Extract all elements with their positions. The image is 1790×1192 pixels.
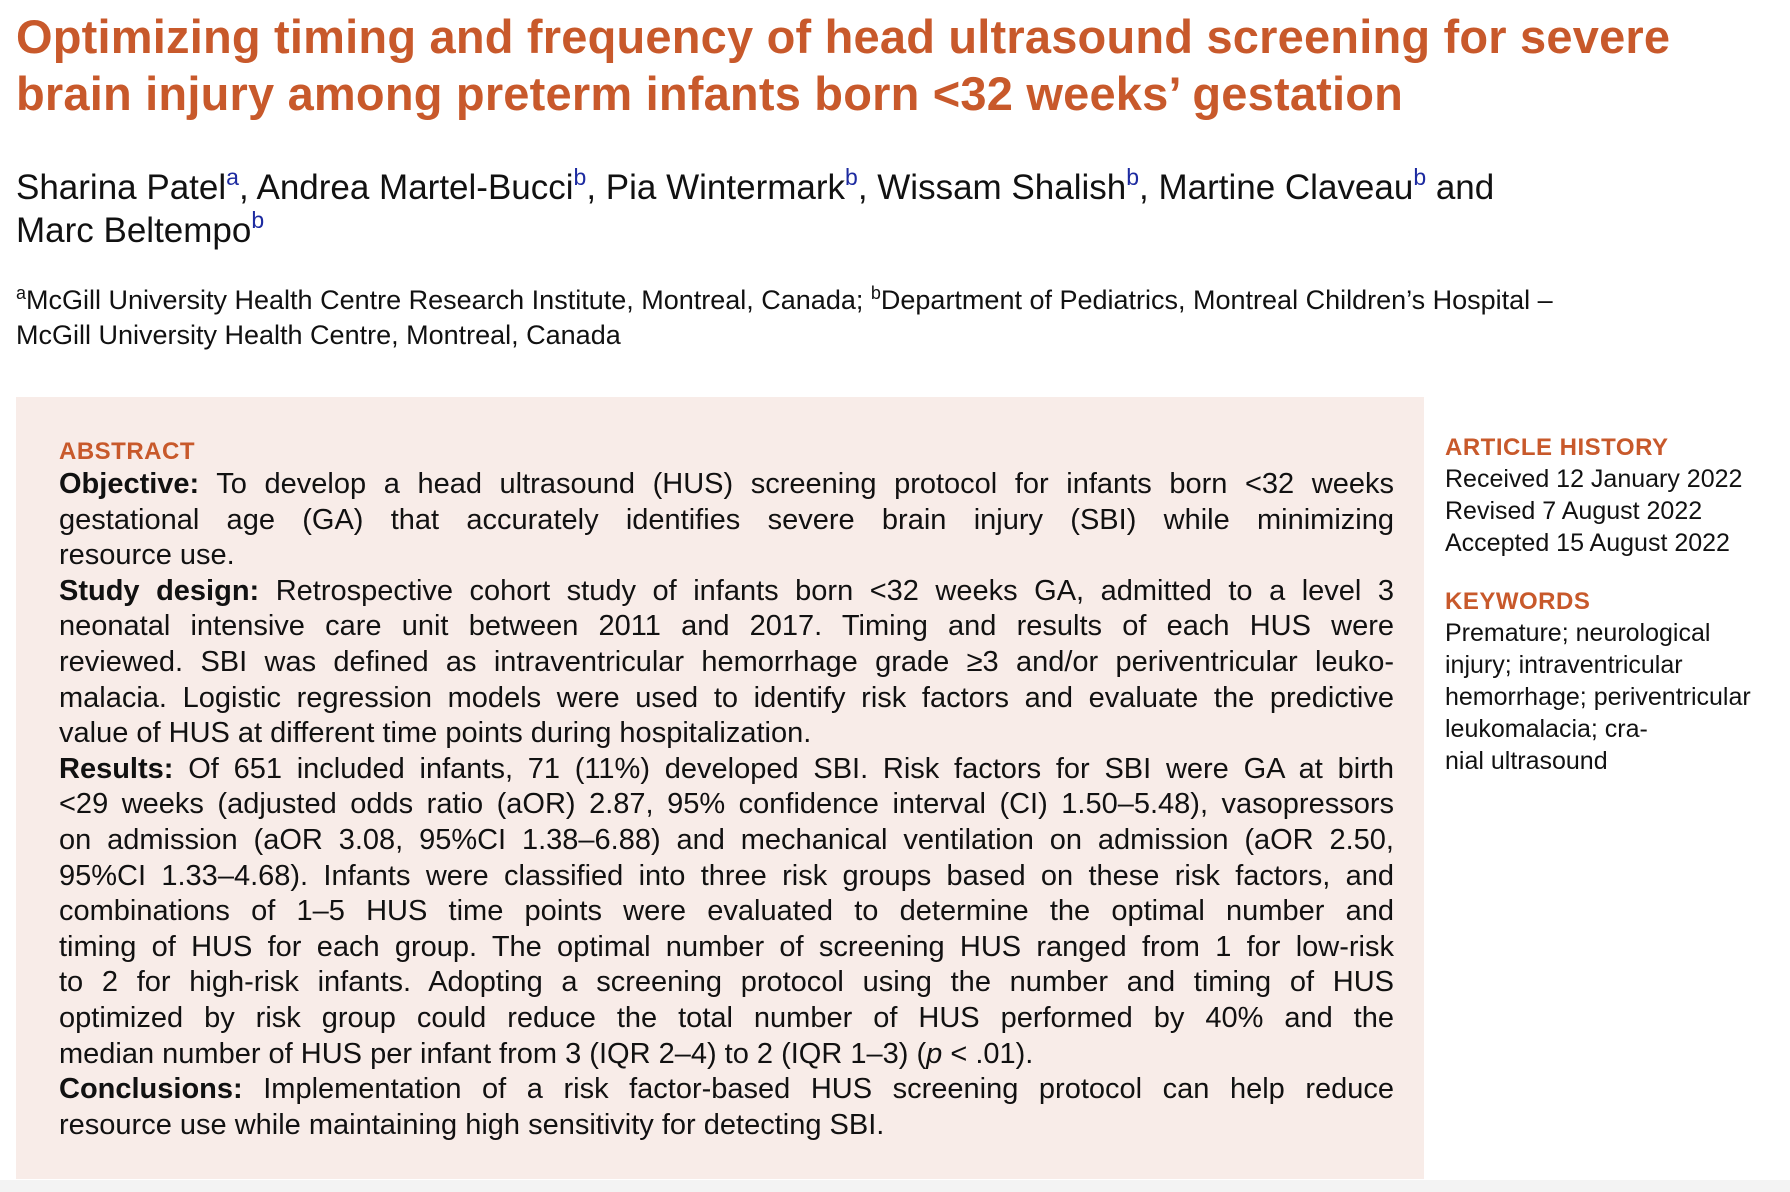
abstract-line (59, 574, 1394, 610)
abstract-line (59, 1037, 1394, 1073)
author-separator: , (586, 168, 606, 207)
affiliation-mark-a: a (16, 283, 27, 303)
objective-label: Objective: (59, 468, 200, 500)
affiliation-mark[interactable]: b (1413, 164, 1427, 190)
results-text: < .01). (942, 1037, 1034, 1070)
author-name[interactable]: Pia Wintermark (605, 168, 846, 207)
results-text: Of 651 included infants, 71 (11%) developed SBI. Risk factors for SBI were GA at birth (188, 752, 1394, 785)
abstract-line: resource use. (59, 539, 235, 572)
abstract-line: malacia. Logistic regression models were used to identify risk factors and evaluate the predictive (59, 681, 1394, 714)
keywords-line: Premature; neurological (1445, 619, 1711, 647)
keywords-line: injury; intraventricular (1445, 651, 1683, 679)
article-history (1445, 433, 1775, 559)
author-separator: , (1139, 168, 1159, 207)
abstract-line (59, 467, 1394, 503)
abstract-line: timing of HUS for each group. The optimal number of screening HUS ranged from 1 for low-risk (59, 930, 1394, 963)
affiliation-mark[interactable]: b (573, 164, 587, 190)
article-title (16, 8, 1756, 122)
author-name[interactable]: Martine Claveau (1158, 168, 1414, 207)
abstract-line: on admission (aOR 3.08, 95%CI 1.38–6.88) and mechanical ventilation on admission (aOR 2.50, (59, 823, 1394, 856)
author-separator: and (1426, 168, 1495, 207)
keywords-heading: KEYWORDS (1445, 588, 1591, 615)
page-bottom-margin (0, 1180, 1790, 1192)
results-text: median number of HUS per infant from 3 (IQR 2–4) to 2 (IQR 1–3) ( (59, 1037, 927, 1070)
author-name[interactable]: Sharina Patel (16, 168, 227, 207)
abstract-line: to 2 for high-risk infants. Adopting a screening protocol using the number and timing of HUS (59, 966, 1394, 999)
author-name[interactable]: Wissam Shalish (877, 168, 1127, 207)
title-line: Optimizing timing and frequency of head ultrasound screening for severe (16, 10, 1671, 63)
design-text: Retrospective cohort study of infants born <32 weeks GA, admitted to a level 3 (275, 574, 1395, 607)
author-name[interactable]: Andrea Martel-Bucci (256, 168, 574, 207)
title-line: brain injury among preterm infants born <32 weeks’ gestation (16, 67, 1404, 120)
article-sidebar (1445, 433, 1775, 777)
keywords-line: leukomalacia; cra- (1445, 715, 1648, 743)
affiliation-mark-b: b (870, 283, 881, 303)
history-heading: ARTICLE HISTORY (1445, 434, 1669, 461)
affiliations (16, 283, 1756, 353)
affiliation-mark[interactable]: b (1126, 164, 1140, 190)
results-label: Results: (59, 752, 174, 785)
revised-date: Revised 7 August 2022 (1445, 497, 1703, 525)
author-line (16, 209, 1756, 252)
keywords-line: hemorrhage; periventricular (1445, 683, 1751, 711)
affiliation-line: McGill University Health Centre, Montreal, Canada (16, 320, 621, 350)
keywords (1445, 587, 1775, 777)
abstract-line: combinations of 1–5 HUS time points were evaluated to determine the optimal number and (59, 895, 1394, 928)
affiliation-b: Department of Pediatrics, Montreal Children’s Hospital – (880, 285, 1553, 315)
objective-text: To develop a head ultrasound (HUS) screening protocol for infants born <32 weeks (216, 468, 1394, 500)
abstract-body (59, 467, 1394, 1143)
design-label: Study design: (59, 574, 260, 607)
conclusions-text: Implementation of a risk factor-based HUS screening protocol can help reduce (263, 1073, 1395, 1106)
affiliation-line (16, 283, 1756, 318)
abstract-content (59, 437, 1394, 1143)
abstract-line: value of HUS at different time points during hospitalization. (59, 717, 812, 750)
abstract-line: neonatal intensive care unit between 2011 and 2017. Timing and results of each HUS were (59, 610, 1394, 643)
affiliation-a: McGill University Health Centre Research Institute, Montreal, Canada; (26, 285, 871, 315)
abstract-line: optimized by risk group could reduce the total number of HUS performed by 40% and the (59, 1001, 1394, 1034)
author-name[interactable]: Marc Beltempo (16, 211, 252, 250)
abstract-heading: ABSTRACT (59, 438, 195, 465)
affiliation-mark[interactable]: a (226, 164, 239, 190)
abstract-line (59, 752, 1394, 788)
abstract-line: 95%CI 1.33–4.68). Infants were classified into three risk groups based on these risk factors, and (59, 859, 1394, 892)
accepted-date: Accepted 15 August 2022 (1445, 529, 1730, 557)
p-value-symbol: p (926, 1037, 943, 1070)
affiliation-mark[interactable]: b (251, 207, 265, 233)
abstract-line: reviewed. SBI was defined as intraventricular hemorrhage grade ≥3 and/or periventricular leuko- (59, 645, 1394, 678)
author-line (16, 166, 1756, 209)
abstract-line: resource use while maintaining high sensitivity for detecting SBI. (59, 1108, 885, 1141)
author-list (16, 166, 1756, 252)
abstract-panel (16, 397, 1424, 1179)
author-separator: , (238, 168, 257, 207)
abstract-line: <29 weeks (adjusted odds ratio (aOR) 2.87, 95% confidence interval (CI) 1.50–5.48), vasopressors (59, 788, 1394, 821)
abstract-line: gestational age (GA) that accurately identifies severe brain injury (SBI) while minimizing (59, 503, 1394, 536)
affiliation-mark[interactable]: b (845, 164, 858, 190)
keywords-line: nial ultrasound (1445, 747, 1608, 775)
abstract-line (59, 1072, 1394, 1108)
received-date: Received 12 January 2022 (1445, 465, 1743, 493)
conclusions-label: Conclusions: (59, 1073, 243, 1106)
author-separator: , (857, 168, 878, 207)
